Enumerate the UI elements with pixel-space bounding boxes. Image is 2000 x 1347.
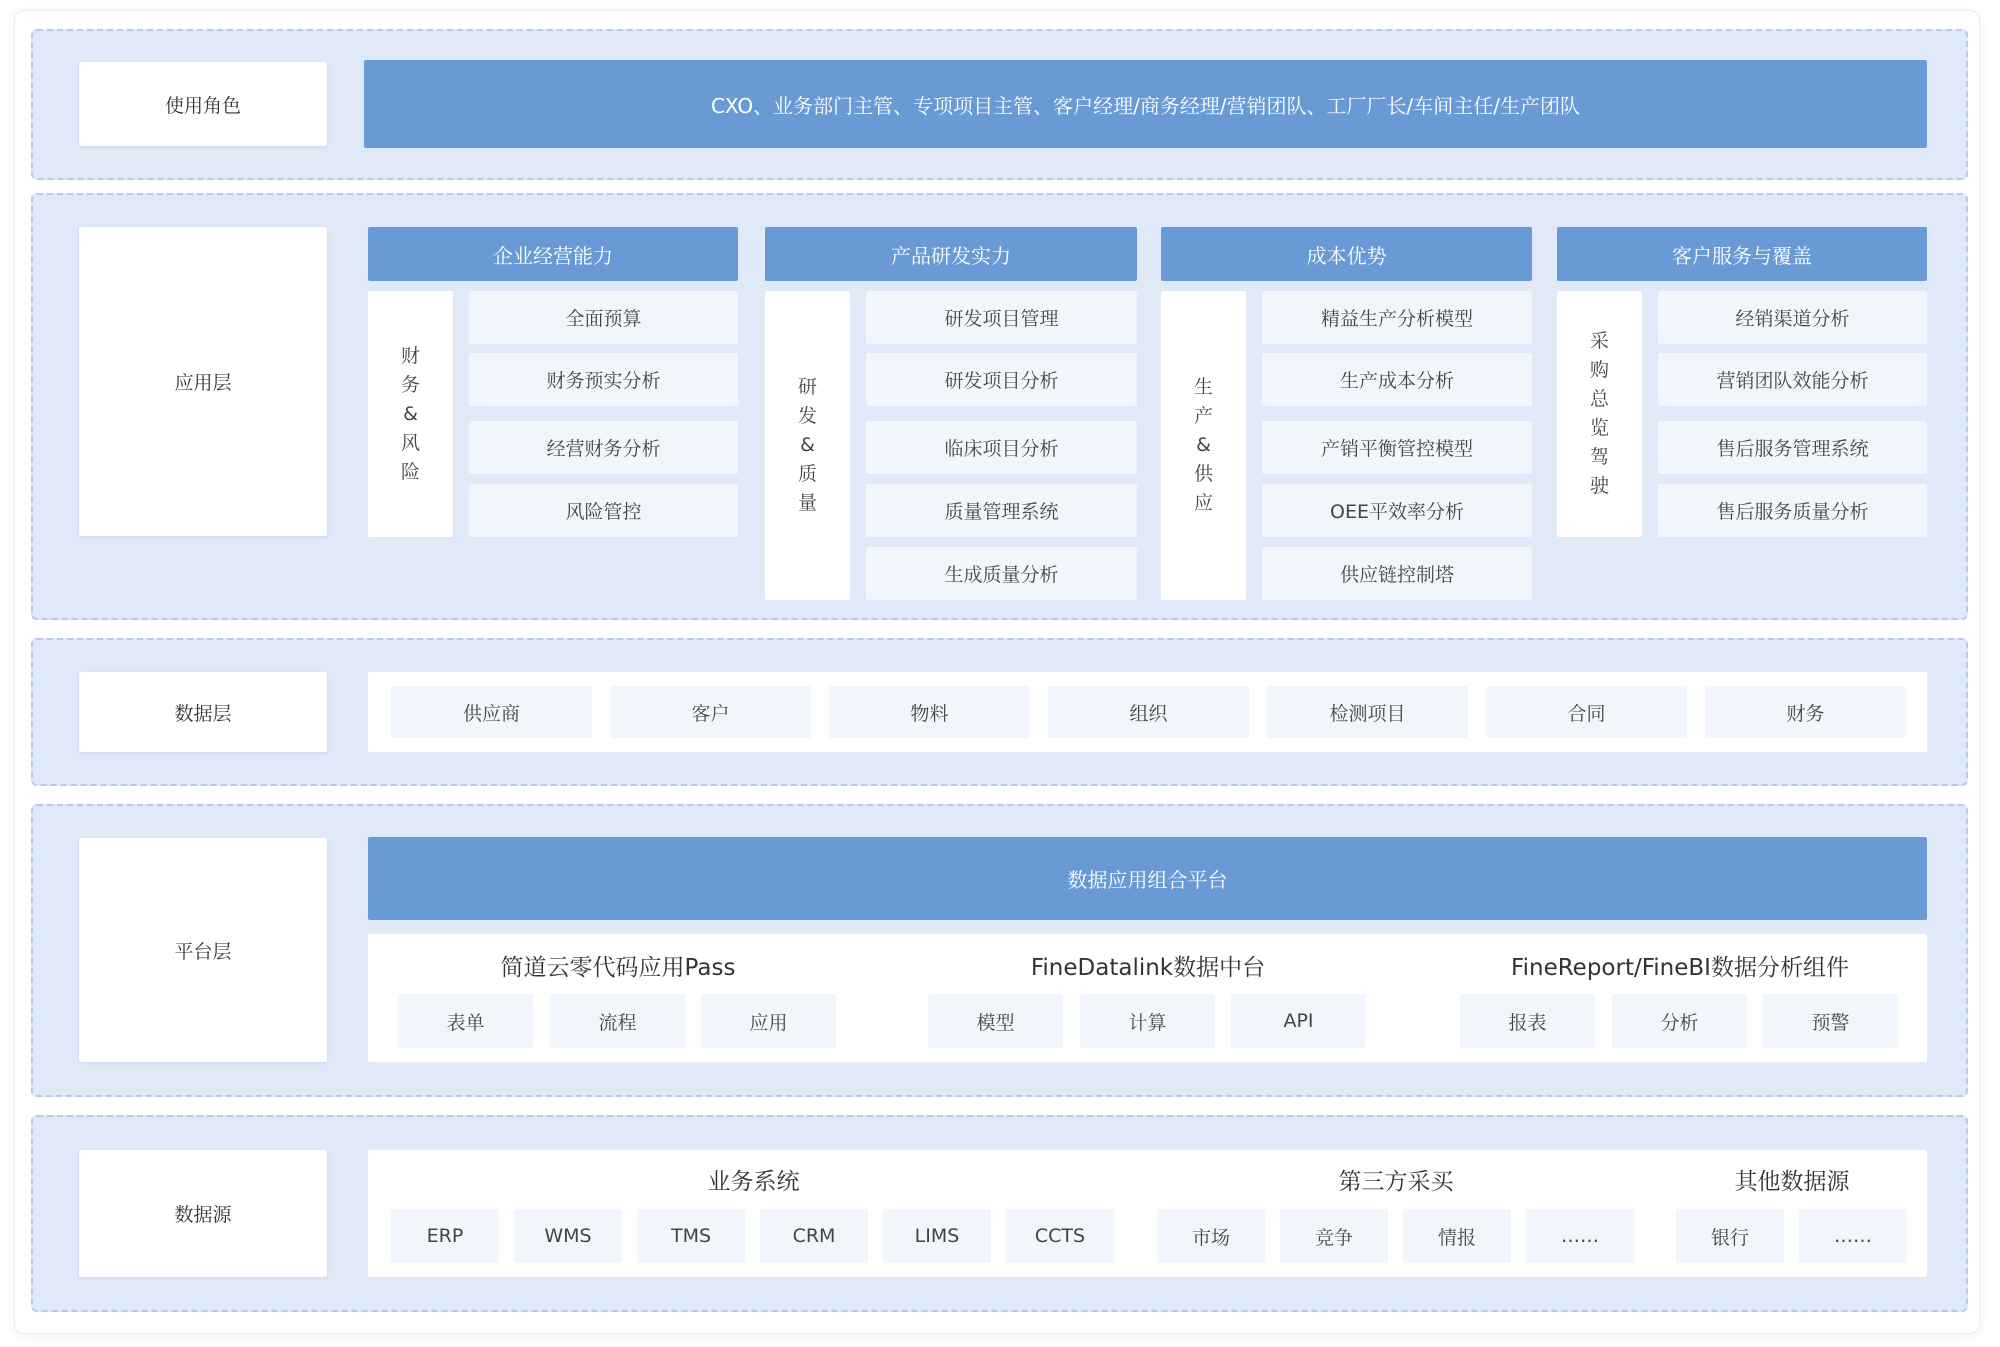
source-item: TMS (637, 1209, 745, 1263)
platform-item: 流程 (550, 994, 685, 1048)
source-item: 竞争 (1280, 1209, 1388, 1263)
app-item: 研发项目管理 (866, 291, 1137, 344)
side-char: 驾 (1589, 446, 1609, 468)
source-layer-label: 数据源 (79, 1150, 327, 1277)
side-char: 应 (1193, 492, 1213, 514)
source-item: ERP (391, 1209, 499, 1263)
app-item: 供应链控制塔 (1262, 547, 1532, 600)
source-item: 市场 (1157, 1209, 1265, 1263)
app-item: 售后服务管理系统 (1658, 421, 1927, 474)
app-group-header: 客户服务与覆盖 (1557, 227, 1927, 281)
side-char: 发 (797, 405, 817, 427)
app-group-side-label (368, 291, 453, 537)
app-item: 财务预实分析 (469, 353, 738, 406)
app-group-side-label (1557, 291, 1642, 537)
side-char: & (1196, 434, 1211, 456)
source-item: CCTS (1006, 1209, 1114, 1263)
data-entity-organization: 组织 (1048, 686, 1249, 738)
side-char: & (800, 434, 815, 456)
platform-layer-label: 平台层 (79, 838, 327, 1062)
app-item: 研发项目分析 (866, 353, 1137, 406)
platform-item: 分析 (1612, 994, 1747, 1048)
roles-label: 使用角色 (79, 62, 327, 146)
side-char: 质 (797, 463, 817, 485)
app-item: 质量管理系统 (866, 484, 1137, 537)
side-char: 采 (1589, 330, 1609, 352)
app-item: 生成质量分析 (866, 547, 1137, 600)
side-char: 量 (797, 492, 817, 514)
app-item: 售后服务质量分析 (1658, 484, 1927, 537)
source-group-title: 第三方采买 (1338, 1169, 1454, 1195)
data-entity-material: 物料 (829, 686, 1030, 738)
platform-group-title: FineReport/FineBI数据分析组件 (1511, 955, 1849, 981)
platform-item: 表单 (398, 994, 533, 1048)
platform-banner: 数据应用组合平台 (368, 837, 1927, 920)
app-item: 经营财务分析 (469, 421, 738, 474)
side-char: 总 (1589, 388, 1609, 410)
data-layer-label: 数据层 (79, 672, 327, 752)
platform-group-title: FineDatalink数据中台 (1030, 955, 1266, 981)
side-char: 览 (1589, 417, 1609, 439)
source-item: WMS (514, 1209, 622, 1263)
side-char: 产 (1193, 405, 1213, 427)
side-char: 风 (400, 431, 420, 454)
app-item: 经销渠道分析 (1658, 291, 1927, 344)
app-item: 临床项目分析 (866, 421, 1137, 474)
app-item: 生产成本分析 (1262, 353, 1532, 406)
app-item: OEE平效率分析 (1262, 484, 1532, 537)
platform-item: 应用 (701, 994, 836, 1048)
data-entity-supplier: 供应商 (391, 686, 592, 738)
platform-item: 计算 (1080, 994, 1215, 1048)
app-item: 精益生产分析模型 (1262, 291, 1532, 344)
data-entity-finance: 财务 (1705, 686, 1906, 738)
data-entity-test-item: 检测项目 (1267, 686, 1468, 738)
platform-group-title: 简道云零代码应用Pass (500, 955, 736, 981)
side-char: & (403, 402, 418, 425)
platform-item: 报表 (1460, 994, 1595, 1048)
data-entity-customer: 客户 (610, 686, 811, 738)
side-char: 购 (1589, 359, 1609, 381)
side-char: 务 (400, 373, 420, 396)
source-item: …… (1799, 1209, 1907, 1263)
app-layer-label: 应用层 (79, 227, 327, 536)
source-item: …… (1526, 1209, 1634, 1263)
app-group-header: 产品研发实力 (765, 227, 1137, 281)
platform-item: 模型 (928, 994, 1063, 1048)
source-item: 银行 (1676, 1209, 1784, 1263)
platform-item: API (1231, 994, 1366, 1048)
source-group-title: 业务系统 (707, 1169, 800, 1195)
source-group-title: 其他数据源 (1734, 1169, 1850, 1195)
side-char: 研 (797, 376, 817, 398)
source-item: LIMS (883, 1209, 991, 1263)
side-char: 财 (400, 344, 420, 367)
side-char: 生 (1193, 376, 1213, 398)
app-group-header: 企业经营能力 (368, 227, 738, 281)
app-item: 全面预算 (469, 291, 738, 344)
data-entity-contract: 合同 (1486, 686, 1687, 738)
side-char: 险 (400, 460, 420, 483)
source-item: CRM (760, 1209, 868, 1263)
app-item: 营销团队效能分析 (1658, 353, 1927, 406)
app-item: 产销平衡管控模型 (1262, 421, 1532, 474)
side-char: 驶 (1589, 475, 1609, 497)
platform-item: 预警 (1763, 994, 1898, 1048)
app-group-side-label (765, 291, 850, 600)
app-group-header: 成本优势 (1161, 227, 1532, 281)
roles-content: CXO、业务部门主管、专项项目主管、客户经理/商务经理/营销团队、工厂厂长/车间主任/生产团队 (364, 60, 1927, 148)
app-item: 风险管控 (469, 484, 738, 537)
source-item: 情报 (1403, 1209, 1511, 1263)
app-group-side-label (1161, 291, 1246, 600)
side-char: 供 (1193, 463, 1213, 485)
